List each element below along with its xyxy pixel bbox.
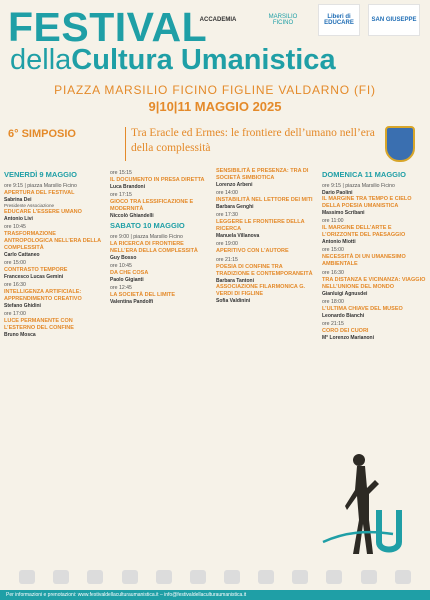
speaker-name: M° Lorenzo Marianoni xyxy=(322,335,374,341)
event-time: ore 21:15 xyxy=(216,257,238,263)
sponsor-logo-icon xyxy=(156,570,172,584)
simposio-divider xyxy=(125,127,126,161)
san-giuseppe-logo: SAN GIUSEPPE xyxy=(368,4,420,36)
speaker-name: Antonio Miotti xyxy=(322,239,356,245)
speaker-name: Carlo Cattaneo xyxy=(4,252,40,258)
speaker-name: Stefano Ghidini xyxy=(4,303,41,309)
event-title: L’ULTIMA CHIAVE DEL MUSEO xyxy=(322,306,403,312)
event-time: ore 19:00 xyxy=(216,241,238,247)
event-title: INSTABILITÀ NEL LETTORE DEI MITI xyxy=(216,197,313,203)
event-time: ore 9:00 | piazza Marsilio Ficino xyxy=(110,234,183,240)
event-time: ore 18:00 xyxy=(322,299,344,305)
speaker-name: Barbara Genghi xyxy=(216,204,254,210)
sponsor-logo-icon xyxy=(224,570,240,584)
sponsor-logo-icon xyxy=(326,570,342,584)
sponsor-logo-icon xyxy=(395,570,411,584)
event-title: LEGGERE LE FRONTIERE DELLA RICERCA xyxy=(216,219,305,232)
title-bold-words: Cultura Umanistica xyxy=(71,44,336,76)
speaker-name: Sabrina Dei xyxy=(4,197,32,203)
event-title: SENSIBILITÀ E PRESENZA: TRA DI SOCIETÀ SIMBIOTICA xyxy=(216,168,309,181)
liberi-di-educare-logo: Liberi di EDUCARE xyxy=(318,4,360,36)
speaker-name: Bruno Mosca xyxy=(4,332,36,338)
speaker-name: Antonio Livi xyxy=(4,216,33,222)
speaker-name: Massimo Scribani xyxy=(322,210,365,216)
event-time: ore 17:15 xyxy=(110,192,132,198)
speaker-name: Gianluigi Agnusdei xyxy=(322,291,368,297)
event-title: TRASFORMAZIONE ANTROPOLOGICA NELL’ERA DELLA COMPLESSITÀ xyxy=(4,231,101,251)
simposio-label: 6° SIMPOSIO xyxy=(8,128,76,140)
event-title: LUCE PERMANENTE CON L’ESTERNO DEL CONFINE xyxy=(4,318,74,331)
event-title: LA RICERCA DI FRONTIERE NELL’ERA DELLA COMPLESSITÀ xyxy=(110,241,198,254)
speaker-name: Paolo Gigianti xyxy=(110,277,144,283)
event-title: GIOCO TRA LESSIFICAZIONE E MODERNITÀ xyxy=(110,199,194,212)
event-title: CORO DEI CUORI xyxy=(322,328,369,334)
event-title: IL MARGINE DELL’ARTE E L’ORIZZONTE DEL PAESAGGIO xyxy=(322,225,406,238)
event-title: POESIA DI CONFINE TRA TRADIZIONE E CONTEMPORANEITÀ xyxy=(216,264,313,277)
sponsor-logo-icon xyxy=(190,570,206,584)
event-time: ore 12:45 xyxy=(110,285,132,291)
speaker-name: Manuela Villanova xyxy=(216,233,260,239)
event-time: ore 14:00 xyxy=(216,190,238,196)
speaker-name: Niccolò Ghiandelli xyxy=(110,213,154,219)
event-title: EDUCARE L’ESSERE UMANO xyxy=(4,209,82,215)
speaker-name: Francesco Lucas Gemini xyxy=(4,274,64,280)
festival-title-line-2 xyxy=(10,44,336,77)
title-light-word: della xyxy=(10,44,72,76)
speaker-name: Leonardo Bianchi xyxy=(322,313,365,319)
event-time: ore 17:00 xyxy=(4,311,26,317)
programme-column-friday xyxy=(0,168,106,568)
sponsor-logo-icon xyxy=(122,570,138,584)
event-title: NECESSITÀ DI UN UMANESIMO AMBIENTALE xyxy=(322,254,406,267)
speaker-name: Luca Brandoni xyxy=(110,184,146,190)
event-time: ore 15:00 xyxy=(322,247,344,253)
day-heading: SABATO 10 MAGGIO xyxy=(110,221,185,230)
event-time: ore 15:15 xyxy=(110,170,132,176)
sponsor-logo-icon xyxy=(19,570,35,584)
accademia-logo: ACCADEMIA xyxy=(199,17,237,23)
event-time: ore 11:00 xyxy=(322,218,344,224)
sponsor-logo-icon xyxy=(361,570,377,584)
municipal-crest-icon xyxy=(385,126,415,162)
festival-title-line-1: FESTIVAL xyxy=(8,4,208,50)
sponsor-logos-row xyxy=(0,566,430,588)
event-time: ore 21:15 xyxy=(322,321,344,327)
speaker-name: Sofia Valdinini xyxy=(216,298,251,304)
simposio-bar xyxy=(0,124,430,164)
venue-line: PIAZZA MARSILIO FICINO FIGLINE VALDARNO (FI) xyxy=(54,83,376,97)
festival-programme xyxy=(0,168,430,568)
event-title: LA SOCIETÀ DEL LIMITE xyxy=(110,292,176,298)
event-time: ore 16:30 xyxy=(322,270,344,276)
event-title: ASSOCIAZIONE FILARMONICA G. VERDI DI FIGLINE xyxy=(216,284,306,297)
sponsor-logo-icon xyxy=(53,570,69,584)
event-title: INTELLIGENZA ARTIFICIALE: APPRENDIMENTO CREATIVO xyxy=(4,289,82,302)
event-title: TRA DISTANZA E VICINANZA: VIAGGIO NELL’UNIONE DEL MONDO xyxy=(322,277,426,290)
event-title: IL MARGINE TRA TEMPO E CIELO DELLA POESIA UMANISTICA xyxy=(322,196,412,209)
event-time: ore 17:30 xyxy=(216,212,238,218)
speaker-name: Guy Bosso xyxy=(110,255,137,261)
sponsor-logo-icon xyxy=(87,570,103,584)
programme-column-sunday xyxy=(318,168,430,568)
speaker-name: Lorenzo Arbeni xyxy=(216,182,253,188)
simposio-title: Tra Eracle ed Ermes: le frontiere dell’umano nell’era della complessità xyxy=(131,127,375,154)
speaker-name: Valentina Pandolfi xyxy=(110,299,154,305)
speaker-name: Barbara Tantoni xyxy=(216,278,254,284)
event-time: ore 9:15 | piazza Marsilio Ficino xyxy=(4,183,77,189)
sponsor-logo-icon xyxy=(292,570,308,584)
event-title: IL DOCUMENTO IN PRESA DIRETTA xyxy=(110,177,205,183)
footer-info-bar: Per informazioni e prenotazioni: www.festivaldellaculturaumanistica.it – info@festivaldellaculturaumanistica.it xyxy=(0,590,430,600)
event-time: ore 10:45 xyxy=(4,224,26,230)
speaker-name: Dario Paolini xyxy=(322,190,353,196)
event-time: ore 15:00 xyxy=(4,260,26,266)
sponsor-logo-icon xyxy=(258,570,274,584)
programme-column-saturday-continued xyxy=(212,168,318,568)
event-title: APERITIVO CON L’AUTORE xyxy=(216,248,289,254)
event-time: ore 16:30 xyxy=(4,282,26,288)
speaker-role: Presidente Associazione xyxy=(4,203,55,208)
event-time: ore 9:15 | piazza Marsilio Ficino xyxy=(322,183,395,189)
event-title: CONTRASTO TEMPORE xyxy=(4,267,68,273)
day-heading: DOMENICA 11 MAGGIO xyxy=(322,170,406,179)
programme-column-saturday xyxy=(106,168,212,568)
event-time: ore 10:45 xyxy=(110,263,132,269)
event-title: DA CHE COSA xyxy=(110,270,149,276)
event-title: APERTURA DEL FESTIVAL xyxy=(4,190,75,196)
day-heading: VENERDÌ 9 MAGGIO xyxy=(4,170,77,179)
marsilio-ficino-logo: MARSILIO FICINO xyxy=(268,14,298,26)
festival-dates: 9|10|11 MAGGIO 2025 xyxy=(148,99,282,114)
